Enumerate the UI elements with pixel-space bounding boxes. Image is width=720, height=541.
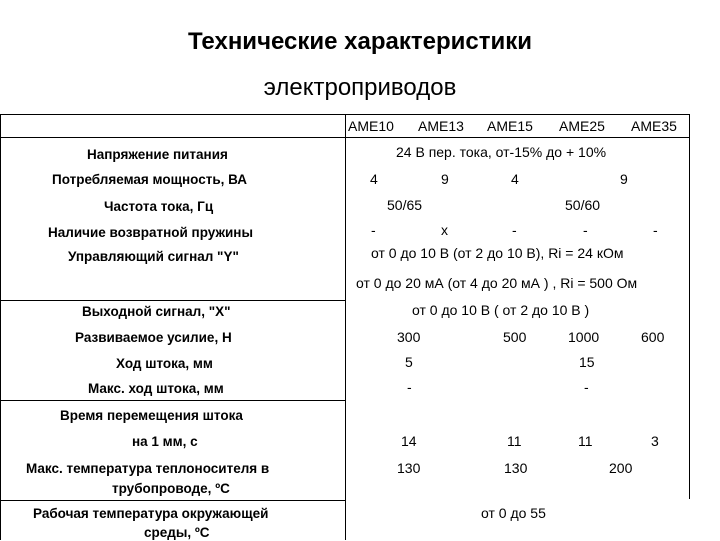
power-value: 9 <box>441 171 449 187</box>
force-value: 600 <box>641 329 665 345</box>
row-label-max-temp-unit: трубопроводе, ºС <box>112 481 230 496</box>
model-header: AME15 <box>487 118 533 134</box>
row-label-max-temp: Макс. температура теплоносителя в <box>26 461 270 476</box>
row-label-travel-time: Время перемещения штока <box>60 408 243 423</box>
page-title: Технические характеристики <box>187 28 533 55</box>
row-divider <box>0 500 345 501</box>
force-value: 300 <box>397 329 421 345</box>
model-header: AME10 <box>348 118 394 134</box>
row-label-travel-time-unit: на 1 мм, с <box>132 434 198 449</box>
ambient-temp-value: от 0 до 55 <box>481 505 546 521</box>
travel-time-value: 3 <box>651 433 659 449</box>
max-temp-value: 200 <box>609 460 633 476</box>
force-value: 1000 <box>568 329 600 345</box>
right-border <box>689 114 690 499</box>
max-temp-value: 130 <box>397 460 421 476</box>
max-stroke-value: - <box>407 379 412 395</box>
model-header: AME13 <box>418 118 464 134</box>
model-header: AME35 <box>631 118 677 134</box>
row-label-max-stroke: Макс. ход штока, мм <box>88 381 224 396</box>
travel-time-value: 14 <box>401 433 417 449</box>
spring-value: - <box>583 222 588 238</box>
row-label-control-signal: Управляющий сигнал "Y" <box>68 249 239 264</box>
output-signal-value: от 0 до 10 В ( от 2 до 10 В ) <box>412 302 590 318</box>
spring-value: - <box>653 222 658 238</box>
row-label-stroke: Ход штока, мм <box>116 356 213 371</box>
row-label-spring: Наличие возвратной пружины <box>48 225 253 240</box>
model-header: AME25 <box>559 118 605 134</box>
row-label-power: Потребляемая мощность, ВА <box>52 172 247 187</box>
row-divider <box>0 400 345 401</box>
power-value: 9 <box>620 171 628 187</box>
label-column-border <box>345 114 346 540</box>
stroke-value: 15 <box>579 354 595 370</box>
row-label-ambient-temp: Рабочая температура окружающей <box>33 506 269 521</box>
control-signal-current: от 0 до 20 мА (от 4 до 20 мА ) , Ri = 500 Ом <box>356 275 638 291</box>
control-signal-voltage: от 0 до 10 В (от 2 до 10 В), Ri = 24 кОм <box>371 245 624 261</box>
power-value: 4 <box>511 171 519 187</box>
travel-time-value: 11 <box>578 433 593 449</box>
row-divider <box>0 300 345 301</box>
row-label-frequency: Частота тока, Гц <box>104 199 214 214</box>
spring-value: - <box>371 222 376 238</box>
stroke-value: 5 <box>405 354 413 370</box>
max-stroke-value: - <box>584 379 589 395</box>
max-temp-value: 130 <box>504 460 528 476</box>
spring-value: х <box>441 222 448 238</box>
force-value: 500 <box>503 329 527 345</box>
travel-time-value: 11 <box>507 433 522 449</box>
frequency-value: 50/60 <box>565 197 601 213</box>
row-label-force: Развиваемое усилие, Н <box>75 330 232 345</box>
power-value: 4 <box>370 171 378 187</box>
supply-voltage-value: 24 В пер. тока, от-15% до + 10% <box>396 144 607 160</box>
row-label-ambient-temp-unit: среды, ºС <box>144 525 210 540</box>
row-label-output-signal: Выходной сигнал, "Х" <box>82 304 231 319</box>
page-subtitle: электроприводов <box>263 74 457 101</box>
frequency-value: 50/65 <box>387 197 423 213</box>
left-border <box>0 114 1 540</box>
spring-value: - <box>512 222 517 238</box>
row-label-supply-voltage: Напряжение питания <box>87 147 228 162</box>
